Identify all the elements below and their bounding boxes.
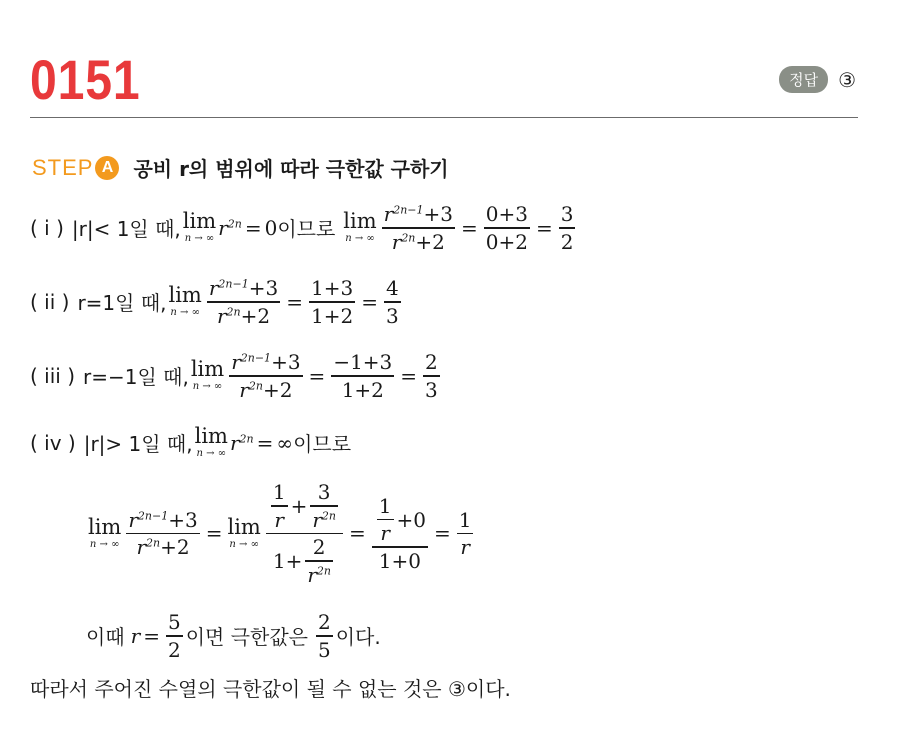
- conclusion-prefix: 이때: [86, 625, 125, 650]
- case-3-label: ( iii ): [30, 363, 75, 388]
- limit-operator: lim n → ∞: [88, 514, 122, 550]
- final-answer-text: 따라서 주어진 수열의 극한값이 될 수 없는 것은 ③이다.: [30, 677, 511, 701]
- fraction: $\frac{1}{r}$: [458, 507, 472, 559]
- fraction: $\frac{4}{3}$: [385, 276, 399, 328]
- fraction: $\frac{r^{2n-1}+3}{r^{2n}+2}$: [128, 507, 198, 559]
- compound-fraction: $\frac{1}{r}$ +0 1+0: [372, 494, 428, 573]
- limit-operator: lim n → ∞: [182, 209, 217, 245]
- problem-number: 0151: [30, 48, 141, 111]
- case-4-label: ( iv ): [30, 430, 76, 455]
- limit-operator: lim n → ∞: [194, 424, 228, 459]
- step-label: STEP: [32, 154, 94, 180]
- step-title: 공비 r의 범위에 따라 극한값 구하기: [133, 157, 449, 181]
- case-4-conclusion: 이때 r = $\frac{5}{2}$ 이면 극한값은 $\frac{2}{5}$ 이다.: [86, 610, 381, 662]
- case-1-label: ( i ): [30, 215, 64, 240]
- case-4-condition: |r|> 1일 때,: [83, 432, 193, 456]
- conclusion-suffix: 이다.: [335, 625, 381, 650]
- conclusion-mid: 이면 극한값은: [185, 625, 308, 650]
- case-4-computation: lim n → ∞ $\frac{r^{2n-1}+3}{r^{2n}+2}$ = lim n → ∞ $\frac{1}{r}$ + $\frac{3}{r^{2n}}$ 1+ $\frac{2}{r^{2n}}$ = $\frac{1}{r}$ +0 1+0 = $\frac{1}{r}$: [88, 480, 472, 587]
- case-3: ( iii ) r=−1일 때, lim n → ∞ $\frac{r^{2n-1}+3}{r^{2n}+2}$ = $\frac{-1+3}{1+2}$ = $\frac{2}{3}$: [30, 350, 438, 402]
- case-3-condition: r=−1일 때,: [83, 365, 189, 390]
- fraction: $\frac{0+3}{0+2}$: [485, 202, 528, 254]
- case-2: ( ii ) r=1일 때, lim n → ∞ $\frac{r^{2n-1}+3}{r^{2n}+2}$ = $\frac{1+3}{1+2}$ = $\frac{4}{3}$: [30, 276, 399, 328]
- fraction: $\frac{5}{2}$: [167, 610, 181, 662]
- answer-value: ③: [838, 67, 856, 92]
- case-2-label: ( ii ): [30, 289, 70, 314]
- fraction: $\frac{-1+3}{1+2}$: [333, 350, 393, 402]
- fraction: $\frac{r^{2n-1}+3}{r^{2n}+2}$: [231, 350, 301, 402]
- case-2-condition: r=1일 때,: [77, 291, 167, 316]
- case-1-tail: 이므로: [277, 217, 336, 242]
- limit-operator: lim n → ∞: [343, 209, 377, 245]
- limit-operator: lim n → ∞: [227, 514, 261, 550]
- fraction: $\frac{2}{5}$: [317, 610, 331, 662]
- step-letter-badge: A: [95, 156, 119, 180]
- step-header: [32, 153, 449, 182]
- fraction: $\frac{1+3}{1+2}$: [310, 276, 354, 328]
- fraction: $\frac{3}{2}$: [560, 202, 574, 254]
- case-4: ( iv ) |r|> 1일 때, lim n → ∞ $r^{2n}$ = ∞ 이므로: [30, 424, 352, 459]
- fraction: $\frac{2}{3}$: [425, 350, 438, 402]
- limit-operator: lim n → ∞: [168, 283, 202, 319]
- fraction: $\frac{r^{2n-1}+3}{r^{2n}+2}$: [208, 276, 279, 328]
- answer: [779, 66, 856, 93]
- answer-badge: 정답: [779, 66, 828, 93]
- case-4-tail: 이므로: [293, 432, 352, 456]
- case-1-condition: |r|< 1일 때,: [71, 217, 181, 242]
- limit-operator: lim n → ∞: [190, 357, 225, 393]
- compound-fraction: $\frac{1}{r}$ + $\frac{3}{r^{2n}}$ 1+ $\frac{2}{r^{2n}}$: [266, 480, 343, 587]
- case-1: ( i ) |r|< 1일 때, lim n → ∞ $r^{2n}$ = 0 이므로 lim n → ∞ $\frac{r^{2n-1}+3}{r^{2n}+2}$ = $\frac{0+3}{0+2}$ = $\frac{3}{2}$: [30, 202, 574, 254]
- fraction: $\frac{r^{2n-1}+3}{r^{2n}+2}$: [383, 202, 453, 254]
- header-divider: [30, 117, 858, 118]
